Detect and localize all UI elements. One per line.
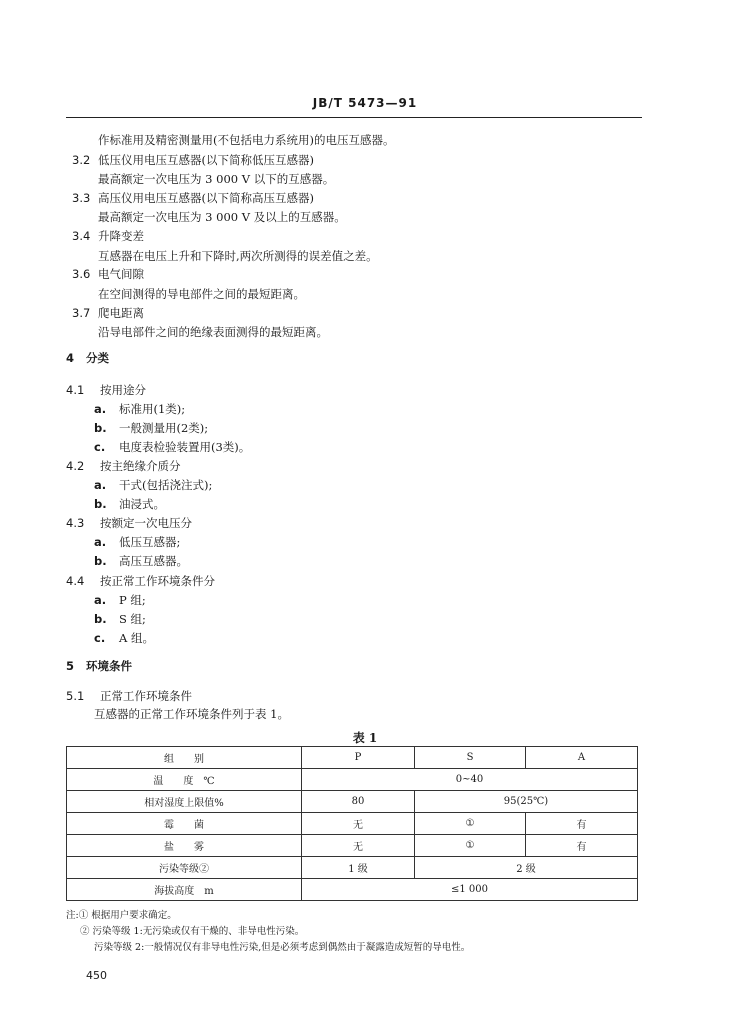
humidity-sa-value: 95(25℃) [415,791,638,813]
table-row [67,747,638,769]
pollution-sa-value: 2 级 [415,857,638,879]
table-row [67,857,638,879]
item-4-2-a: 干式(包括浇注式); [119,478,213,492]
salt-fog-s-value: ① [415,835,526,857]
item-4-1-a: 标准用(1类); [119,402,186,416]
item-label-4-4-a: a. [94,593,107,607]
section-title-4: 分类 [86,351,109,365]
table-row [67,835,638,857]
item-label-4-2-b: b. [94,497,107,511]
group-s-header: S [415,747,526,769]
altitude-value: ≤1 000 [302,879,638,901]
section-title-4-4: 按正常工作环境条件分 [100,574,215,588]
pollution-p-value: 1 级 [302,857,415,879]
environment-conditions-table [66,746,638,901]
section-number-4-3: 4.3 [66,516,85,530]
section-number-4: 4 [66,351,75,365]
item-4-1-c: 电度表检验装置用(3类)。 [119,440,251,454]
item-label-4-1-a: a. [94,402,107,416]
section-desc-5-1: 互感器的正常工作环境条件列于表 1。 [94,707,289,721]
mold-p-value: 无 [302,813,415,835]
section-title-3-4: 升降变差 [98,229,144,243]
section-title-5-1: 正常工作环境条件 [100,689,192,703]
section-title-4-1: 按用途分 [100,383,146,397]
item-4-1-b: 一般测量用(2类); [119,421,209,435]
altitude-label: 海拔高度 m [67,879,302,901]
section-number-3-6: 3.6 [72,267,91,281]
table-row [67,813,638,835]
item-label-4-3-b: b. [94,554,107,568]
item-4-3-b: 高压互感器。 [119,554,188,568]
item-label-4-4-c: c. [94,631,106,645]
item-label-4-1-c: c. [94,440,106,454]
salt-fog-label: 盐 雾 [67,835,302,857]
item-4-2-b: 油浸式。 [119,497,165,511]
section-number-4-1: 4.1 [66,383,85,397]
section-desc-3-3: 最高额定一次电压为 3 000 V 及以上的互感器。 [98,210,346,224]
table-note-1: 注:① 根据用户要求确定。 [66,910,177,921]
section-number-3-3: 3.3 [72,191,91,205]
group-a-header: A [526,747,638,769]
continuation-line: 作标准用及精密测量用(不包括电力系统用)的电压互感器。 [98,133,395,147]
section-number-4-2: 4.2 [66,459,85,473]
section-title-3-3: 高压仪用电压互感器(以下简称高压互感器) [98,191,314,205]
section-title-4-3: 按额定一次电压分 [100,516,192,530]
item-label-4-2-a: a. [94,478,107,492]
table-row [67,769,638,791]
temperature-value: 0~40 [302,769,638,791]
table-row [67,791,638,813]
section-title-5: 环境条件 [86,659,132,673]
mold-a-value: 有 [526,813,638,835]
item-4-4-c: A 组。 [119,631,154,645]
section-number-5: 5 [66,659,75,673]
table-note-2: ② 污染等级 1:无污染或仅有干燥的、非导电性污染。 [80,926,305,937]
section-title-4-2: 按主绝缘介质分 [100,459,181,473]
mold-label: 霉 菌 [67,813,302,835]
section-desc-3-4: 互感器在电压上升和下降时,两次所测得的误差值之差。 [98,249,378,263]
section-title-3-2: 低压仪用电压互感器(以下简称低压互感器) [98,153,314,167]
item-label-4-4-b: b. [94,612,107,626]
item-4-3-a: 低压互感器; [119,535,181,549]
section-number-5-1: 5.1 [66,689,85,703]
item-label-4-1-b: b. [94,421,107,435]
group-p-header: P [302,747,415,769]
section-desc-3-7: 沿导电部件之间的绝缘表面测得的最短距离。 [98,325,328,339]
pollution-label: 污染等级② [67,857,302,879]
standard-number-header: JB/T 5473—91 [312,96,418,110]
humidity-p-value: 80 [302,791,415,813]
item-4-4-b: S 组; [119,612,146,626]
section-desc-3-6: 在空间测得的导电部件之间的最短距离。 [98,287,305,301]
section-desc-3-2: 最高额定一次电压为 3 000 V 以下的互感器。 [98,172,335,186]
section-number-3-4: 3.4 [72,229,91,243]
table-note-3: 污染等级 2:一般情况仅有非导电性污染,但是必须考虑到偶然由于凝露造成短暂的导电性。 [94,942,471,953]
page-number: 450 [86,969,107,982]
section-number-4-4: 4.4 [66,574,85,588]
group-header-cell: 组 别 [67,747,302,769]
table-title: 表 1 [352,731,378,745]
temperature-label: 温 度 ℃ [67,769,302,791]
humidity-label: 相对湿度上限值% [67,791,302,813]
item-label-4-3-a: a. [94,535,107,549]
section-number-3-2: 3.2 [72,153,91,167]
item-4-4-a: P 组; [119,593,146,607]
section-number-3-7: 3.7 [72,306,91,320]
header-rule [66,117,642,118]
section-title-3-6: 电气间隙 [98,267,144,281]
salt-fog-p-value: 无 [302,835,415,857]
table-row [67,879,638,901]
section-title-3-7: 爬电距离 [98,306,144,320]
mold-s-value: ① [415,813,526,835]
salt-fog-a-value: 有 [526,835,638,857]
